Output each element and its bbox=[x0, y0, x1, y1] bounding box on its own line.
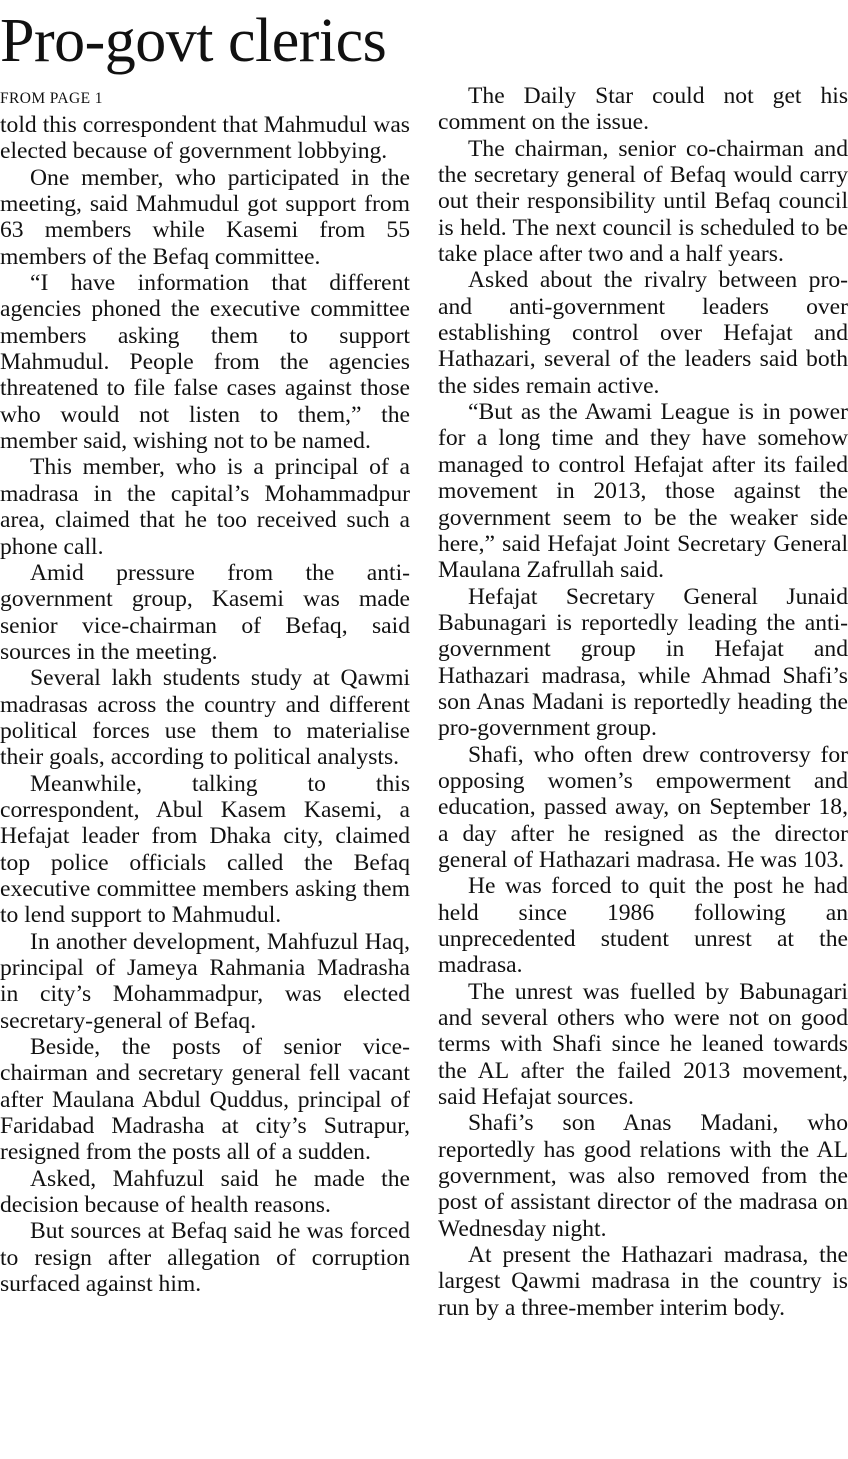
right-column bbox=[438, 83, 848, 1321]
paragraph: In another development, Mahfuzul Haq, principal of Jameya Rahmania Madrasha in city’s Mohammadpur, was elected secretary-general of Befaq. bbox=[0, 928, 410, 1034]
paragraph: told this correspondent that Mahmudul was elected because of government lobbying. bbox=[0, 112, 410, 165]
paragraph: “I have information that different agencies phoned the executive committee members asking them to support Mahmudul. People from the agencies threatened to file false cases against those who would not listen to them,” the member said, wishing not to be named. bbox=[0, 270, 410, 455]
paragraph: Asked about the rivalry between pro- and anti-government leaders over establishing control over Hefajat and Hathazari, several of the leaders said both the sides remain active. bbox=[438, 267, 848, 399]
paragraph: At present the Hathazari madrasa, the largest Qawmi madrasa in the country is run by a three-member interim body. bbox=[438, 1242, 848, 1321]
left-column bbox=[0, 86, 410, 1297]
paragraph: But sources at Befaq said he was forced to resign after allegation of corruption surfaced against him. bbox=[0, 1218, 410, 1298]
paragraph: Asked, Mahfuzul said he made the decision because of health reasons. bbox=[0, 1165, 410, 1219]
paragraph: “But as the Awami League is in power for a long time and they have somehow managed to control Hefajat after its failed movement in 2013, those against the government seem to be the weaker side here,” said Hefajat Joint Secretary General Maulana Zafrullah said. bbox=[438, 399, 848, 584]
paragraph: Meanwhile, talking to this correspondent, Abul Kasem Kasemi, a Hefajat leader from Dhaka city, claimed top police officials called the Befaq executive committee members asking them to lend support to Mahmudul. bbox=[0, 770, 410, 929]
paragraph: Amid pressure from the anti-government group, Kasemi was made senior vice-chairman of Befaq, said sources in the meeting. bbox=[0, 559, 410, 665]
paragraph: Shafi’s son Anas Madani, who reportedly has good relations with the AL government, was also removed from the post of assistant director of the madrasa on Wednesday night. bbox=[438, 1110, 848, 1242]
jump-line: FROM PAGE 1 bbox=[0, 90, 103, 107]
paragraph: Several lakh students study at Qawmi madrasas across the country and different political forces use them to materialise their goals, according to political analysts. bbox=[0, 665, 410, 771]
paragraph: The unrest was fuelled by Babunagari and several others who were not on good terms with Shafi since he leaned towards the AL after the failed 2013 movement, said Hefajat sources. bbox=[438, 978, 848, 1111]
paragraph: Beside, the posts of senior vice-chairman and secretary general fell vacant after Maulana Abdul Quddus, principal of Faridabad Madrasha at city’s Sutrapur, resigned from the posts all of a sudden. bbox=[0, 1034, 410, 1166]
paragraph: Shafi, who often drew controversy for opposing women’s empowerment and education, passed away, on September 18, a day after he resigned as the director general of Hathazari madrasa. He was 103. bbox=[438, 741, 848, 873]
paragraph: Hefajat Secretary General Junaid Babunagari is reportedly leading the anti-government group in Hefajat and Hathazari madrasa, while Ahmad Shafi’s son Anas Madani is reportedly heading the pro-government group. bbox=[438, 583, 848, 742]
paragraph: This member, who is a principal of a madrasa in the capital’s Mohammadpur area, claimed that he too received such a phone call. bbox=[0, 454, 410, 560]
paragraph: The Daily Star could not get his comment on the issue. bbox=[438, 83, 848, 136]
paragraph: The chairman, senior co-chairman and the secretary general of Befaq would carry out their responsibility until Befaq council is held. The next council is scheduled to be take place after two and a half years. bbox=[438, 135, 848, 268]
paragraph: One member, who participated in the meeting, said Mahmudul got support from 63 members while Kasemi from 55 members of the Befaq committee. bbox=[0, 164, 410, 270]
headline: Pro-govt clerics bbox=[0, 7, 387, 75]
paragraph: He was forced to quit the post he had held since 1986 following an unprecedented student unrest at the madrasa. bbox=[438, 873, 848, 979]
